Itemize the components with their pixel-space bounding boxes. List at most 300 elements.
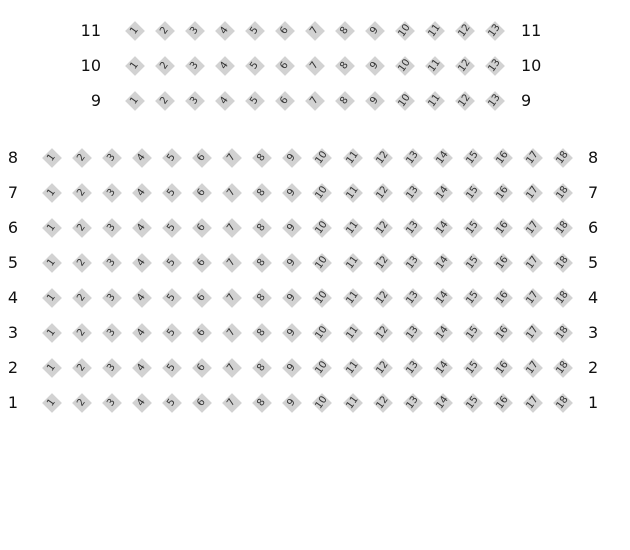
seat[interactable] [466, 151, 480, 165]
seat[interactable] [526, 326, 540, 340]
seat[interactable] [556, 256, 570, 270]
seat[interactable] [496, 221, 510, 235]
seat[interactable] [373, 324, 391, 342]
seat[interactable] [225, 396, 239, 410]
seat[interactable] [436, 361, 450, 375]
seat[interactable] [75, 326, 89, 340]
seat[interactable] [278, 94, 292, 108]
seat[interactable] [526, 151, 540, 165]
seat-number: 17 [524, 289, 541, 307]
seat[interactable] [195, 221, 209, 235]
seat[interactable] [308, 24, 322, 38]
seat[interactable] [436, 291, 450, 305]
seat[interactable] [343, 184, 361, 202]
seat[interactable] [248, 94, 262, 108]
seat-number: 17 [524, 394, 541, 412]
seat-number: 1 [45, 256, 58, 269]
seat-number: 2 [75, 256, 88, 269]
seat-number: 2 [75, 291, 88, 304]
seat[interactable] [496, 186, 510, 200]
seat[interactable] [75, 151, 89, 165]
seat[interactable] [436, 326, 450, 340]
seat[interactable] [436, 151, 450, 165]
seat-number: 18 [554, 254, 571, 272]
seat[interactable] [165, 221, 179, 235]
seat[interactable] [158, 24, 172, 38]
seat-number: 10 [313, 324, 331, 342]
seat-number: 11 [343, 324, 361, 342]
seat[interactable] [406, 256, 420, 270]
seat[interactable] [45, 186, 59, 200]
seat-number: 15 [464, 289, 481, 307]
seat-number: 4 [135, 186, 149, 199]
seat[interactable] [165, 361, 179, 375]
seat[interactable] [343, 394, 361, 412]
seat-number: 2 [75, 361, 88, 374]
seat-number: 12 [456, 22, 473, 40]
seat[interactable] [195, 186, 209, 200]
seat-number: 13 [404, 149, 421, 167]
seat-number: 12 [373, 359, 391, 377]
seat-number: 16 [494, 324, 511, 342]
seat[interactable] [45, 396, 59, 410]
seat[interactable] [398, 24, 412, 38]
seat-number: 13 [486, 22, 503, 40]
seat[interactable] [496, 396, 510, 410]
seat[interactable] [135, 396, 149, 410]
seat-number: 6 [195, 291, 209, 304]
seat-number: 10 [313, 149, 331, 167]
row-label-right: 10 [521, 56, 542, 75]
row-label-left: 1 [7, 393, 18, 412]
seat[interactable] [135, 361, 149, 375]
seat[interactable] [458, 59, 472, 73]
seat-number: 2 [75, 151, 88, 164]
seat[interactable] [255, 326, 269, 340]
seat-number: 14 [434, 184, 451, 202]
seat-number: 7 [225, 291, 239, 304]
seat[interactable] [373, 149, 391, 167]
seat[interactable] [373, 289, 391, 307]
seat[interactable] [285, 396, 299, 410]
seat[interactable] [466, 186, 480, 200]
seat[interactable] [255, 186, 269, 200]
seat-number: 9 [368, 59, 381, 72]
seat[interactable] [225, 291, 239, 305]
seat[interactable] [45, 221, 59, 235]
seat[interactable] [556, 361, 570, 375]
seat[interactable] [255, 151, 269, 165]
seat[interactable] [285, 151, 299, 165]
seat[interactable] [343, 359, 361, 377]
seat[interactable] [436, 256, 450, 270]
seat[interactable] [278, 59, 292, 73]
seat[interactable] [556, 186, 570, 200]
seat-number: 10 [396, 92, 413, 110]
seat[interactable] [526, 256, 540, 270]
seat-number: 4 [218, 24, 231, 37]
seat[interactable] [315, 361, 329, 375]
seat-number: 7 [308, 94, 321, 107]
seat[interactable] [248, 59, 262, 73]
seat-number: 10 [313, 359, 331, 377]
seat[interactable] [315, 221, 329, 235]
seat[interactable] [338, 24, 352, 38]
seat[interactable] [373, 219, 391, 237]
seat-number: 15 [464, 359, 481, 377]
seat-number: 9 [285, 256, 299, 269]
seat-number: 4 [135, 396, 149, 409]
seat[interactable] [496, 256, 510, 270]
seat[interactable] [45, 256, 59, 270]
seat-number: 16 [494, 219, 511, 237]
seat-number: 3 [188, 94, 201, 107]
seat[interactable] [188, 94, 202, 108]
seat-number: 5 [165, 291, 179, 304]
seat-number: 16 [494, 394, 511, 412]
seat-number: 4 [135, 221, 149, 234]
seat[interactable] [105, 361, 119, 375]
seat[interactable] [255, 361, 269, 375]
seat[interactable] [556, 326, 570, 340]
seat-number: 10 [313, 394, 331, 412]
seat[interactable] [225, 186, 239, 200]
seat[interactable] [315, 151, 329, 165]
seat[interactable] [195, 326, 209, 340]
seat[interactable] [315, 326, 329, 340]
seat-number: 2 [158, 94, 171, 107]
seat[interactable] [556, 221, 570, 235]
seat-number: 5 [248, 94, 261, 107]
seat[interactable] [556, 291, 570, 305]
row-label-left: 3 [7, 323, 18, 342]
seat[interactable] [373, 184, 391, 202]
seat[interactable] [285, 221, 299, 235]
seat-number: 7 [225, 361, 239, 374]
seat[interactable] [556, 396, 570, 410]
seat[interactable] [128, 24, 142, 38]
seat[interactable] [406, 361, 420, 375]
seat[interactable] [218, 59, 232, 73]
seat[interactable] [225, 326, 239, 340]
seat[interactable] [526, 186, 540, 200]
seat[interactable] [165, 151, 179, 165]
seat[interactable] [135, 221, 149, 235]
seat-number: 8 [338, 24, 351, 37]
seat[interactable] [315, 396, 329, 410]
seat[interactable] [278, 24, 292, 38]
seat-number: 6 [278, 94, 291, 107]
seat[interactable] [343, 219, 361, 237]
seat[interactable] [285, 186, 299, 200]
seat[interactable] [105, 291, 119, 305]
seat[interactable] [496, 361, 510, 375]
seat-number: 15 [464, 184, 481, 202]
seat-number: 8 [338, 94, 351, 107]
seat[interactable] [526, 361, 540, 375]
seat[interactable] [428, 59, 442, 73]
seat[interactable] [135, 186, 149, 200]
seat[interactable] [45, 151, 59, 165]
seat[interactable] [496, 326, 510, 340]
seat[interactable] [368, 24, 382, 38]
seat[interactable] [466, 361, 480, 375]
seat-number: 7 [225, 186, 239, 199]
seat[interactable] [165, 186, 179, 200]
seat[interactable] [158, 94, 172, 108]
seat[interactable] [75, 291, 89, 305]
seat-number: 11 [343, 184, 361, 202]
seat[interactable] [466, 326, 480, 340]
seat-number: 10 [396, 57, 413, 75]
seat[interactable] [406, 151, 420, 165]
seat[interactable] [373, 254, 391, 272]
seat[interactable] [436, 186, 450, 200]
seat[interactable] [458, 94, 472, 108]
seat-number: 4 [135, 256, 149, 269]
seat-number: 18 [554, 289, 571, 307]
seat-number: 12 [373, 324, 391, 342]
seat[interactable] [338, 94, 352, 108]
seat[interactable] [158, 59, 172, 73]
seat-number: 1 [45, 396, 58, 409]
row-label-left: 11 [80, 21, 101, 40]
seat[interactable] [406, 186, 420, 200]
seat-number: 5 [165, 221, 179, 234]
seat-number: 14 [434, 324, 451, 342]
seat[interactable] [488, 24, 502, 38]
seat-number: 13 [404, 289, 421, 307]
seat-number: 15 [464, 219, 481, 237]
row-label-left: 4 [7, 288, 18, 307]
seat-number: 5 [165, 361, 179, 374]
seat[interactable] [165, 396, 179, 410]
seat-number: 10 [313, 219, 331, 237]
seat[interactable] [308, 94, 322, 108]
seat-number: 10 [396, 22, 413, 40]
seat[interactable] [428, 94, 442, 108]
seat[interactable] [75, 361, 89, 375]
seat[interactable] [488, 59, 502, 73]
seat-number: 17 [524, 219, 541, 237]
seat-number: 6 [195, 221, 209, 234]
seat[interactable] [255, 221, 269, 235]
seat[interactable] [373, 394, 391, 412]
seat-number: 4 [218, 94, 231, 107]
seat[interactable] [466, 256, 480, 270]
seat-number: 13 [404, 359, 421, 377]
seat[interactable] [195, 151, 209, 165]
seat-number: 14 [434, 254, 451, 272]
seat[interactable] [315, 256, 329, 270]
seat[interactable] [165, 291, 179, 305]
seat[interactable] [218, 24, 232, 38]
seat[interactable] [406, 291, 420, 305]
seat[interactable] [338, 59, 352, 73]
row-label-left: 6 [7, 218, 18, 237]
seat[interactable] [135, 291, 149, 305]
seat-number: 1 [128, 24, 141, 37]
seat[interactable] [428, 24, 442, 38]
seat[interactable] [466, 291, 480, 305]
seat[interactable] [368, 59, 382, 73]
seat[interactable] [496, 151, 510, 165]
seat[interactable] [255, 256, 269, 270]
seat-number: 1 [45, 291, 58, 304]
seat-number: 16 [494, 359, 511, 377]
seat-number: 12 [373, 149, 391, 167]
seat-number: 7 [225, 151, 239, 164]
seat-number: 15 [464, 149, 481, 167]
seat[interactable] [105, 256, 119, 270]
seat[interactable] [398, 94, 412, 108]
seat[interactable] [556, 151, 570, 165]
seat-number: 4 [135, 291, 149, 304]
seat[interactable] [165, 326, 179, 340]
seat-number: 17 [524, 324, 541, 342]
seat[interactable] [165, 256, 179, 270]
seat[interactable] [105, 326, 119, 340]
seat-number: 12 [456, 57, 473, 75]
seat-number: 9 [285, 326, 299, 339]
seat[interactable] [526, 396, 540, 410]
seat[interactable] [195, 396, 209, 410]
seat[interactable] [105, 396, 119, 410]
seat-number: 12 [373, 254, 391, 272]
seat-number: 13 [404, 394, 421, 412]
seat-number: 10 [313, 289, 331, 307]
seat-number: 16 [494, 254, 511, 272]
seat[interactable] [368, 94, 382, 108]
seat[interactable] [45, 326, 59, 340]
seat[interactable] [406, 326, 420, 340]
seat-number: 2 [158, 59, 171, 72]
seat-number: 2 [75, 221, 88, 234]
seat-number: 4 [135, 151, 149, 164]
seat-number: 1 [128, 59, 141, 72]
seat[interactable] [398, 59, 412, 73]
seat[interactable] [105, 151, 119, 165]
seat[interactable] [45, 291, 59, 305]
seat-number: 7 [308, 59, 321, 72]
seat-number: 8 [255, 256, 269, 269]
seat-number: 1 [45, 221, 58, 234]
row-label-left: 2 [7, 358, 18, 377]
seat[interactable] [75, 186, 89, 200]
seat[interactable] [343, 254, 361, 272]
seat-number: 8 [255, 361, 269, 374]
seat[interactable] [135, 151, 149, 165]
seat[interactable] [343, 324, 361, 342]
seat[interactable] [75, 256, 89, 270]
seat[interactable] [526, 221, 540, 235]
seat[interactable] [255, 291, 269, 305]
seat[interactable] [225, 361, 239, 375]
seat[interactable] [188, 59, 202, 73]
seat-number: 7 [225, 221, 239, 234]
seat[interactable] [315, 186, 329, 200]
seat-number: 11 [343, 254, 361, 272]
seat-number: 13 [404, 254, 421, 272]
seat[interactable] [285, 291, 299, 305]
seat[interactable] [436, 396, 450, 410]
seat-number: 16 [494, 149, 511, 167]
seat-number: 1 [45, 151, 58, 164]
seat[interactable] [225, 151, 239, 165]
seat-number: 11 [343, 359, 361, 377]
seat[interactable] [255, 396, 269, 410]
seat[interactable] [285, 256, 299, 270]
seat-number: 6 [195, 326, 209, 339]
seat-number: 9 [285, 361, 299, 374]
seat[interactable] [225, 256, 239, 270]
seat[interactable] [315, 291, 329, 305]
seat[interactable] [225, 221, 239, 235]
seat-number: 14 [434, 359, 451, 377]
seat[interactable] [526, 291, 540, 305]
seat-number: 8 [338, 59, 351, 72]
seat[interactable] [195, 256, 209, 270]
seat[interactable] [488, 94, 502, 108]
seat[interactable] [45, 361, 59, 375]
seat-number: 11 [343, 394, 361, 412]
seat[interactable] [128, 59, 142, 73]
seat[interactable] [373, 359, 391, 377]
seat[interactable] [105, 186, 119, 200]
seat-number: 15 [464, 394, 481, 412]
seat[interactable] [285, 361, 299, 375]
seat[interactable] [195, 291, 209, 305]
seat[interactable] [496, 291, 510, 305]
seat[interactable] [75, 396, 89, 410]
seat-number: 1 [45, 361, 58, 374]
seat[interactable] [218, 94, 232, 108]
seat-number: 3 [105, 361, 119, 374]
seat-number: 9 [368, 24, 381, 37]
seat-number: 12 [373, 184, 391, 202]
seat-number: 3 [105, 186, 119, 199]
seat[interactable] [308, 59, 322, 73]
seat[interactable] [458, 24, 472, 38]
row-label-left: 7 [7, 183, 18, 202]
seat[interactable] [343, 149, 361, 167]
seat-number: 11 [343, 149, 361, 167]
seat[interactable] [248, 24, 262, 38]
seat[interactable] [285, 326, 299, 340]
row-label-right: 9 [521, 91, 532, 110]
seat[interactable] [188, 24, 202, 38]
seat[interactable] [128, 94, 142, 108]
seat-number: 3 [188, 24, 201, 37]
seat[interactable] [406, 221, 420, 235]
seat-number: 9 [285, 186, 299, 199]
seat[interactable] [436, 221, 450, 235]
seat[interactable] [343, 289, 361, 307]
seat[interactable] [75, 221, 89, 235]
seat-number: 3 [105, 221, 119, 234]
seat-number: 7 [308, 24, 321, 37]
seat[interactable] [406, 396, 420, 410]
seat[interactable] [105, 221, 119, 235]
seat[interactable] [195, 361, 209, 375]
seat[interactable] [466, 221, 480, 235]
seat-number: 5 [165, 396, 179, 409]
seat[interactable] [135, 326, 149, 340]
seat-number: 5 [165, 151, 179, 164]
seat-number: 5 [248, 24, 261, 37]
seat[interactable] [466, 396, 480, 410]
seat[interactable] [135, 256, 149, 270]
